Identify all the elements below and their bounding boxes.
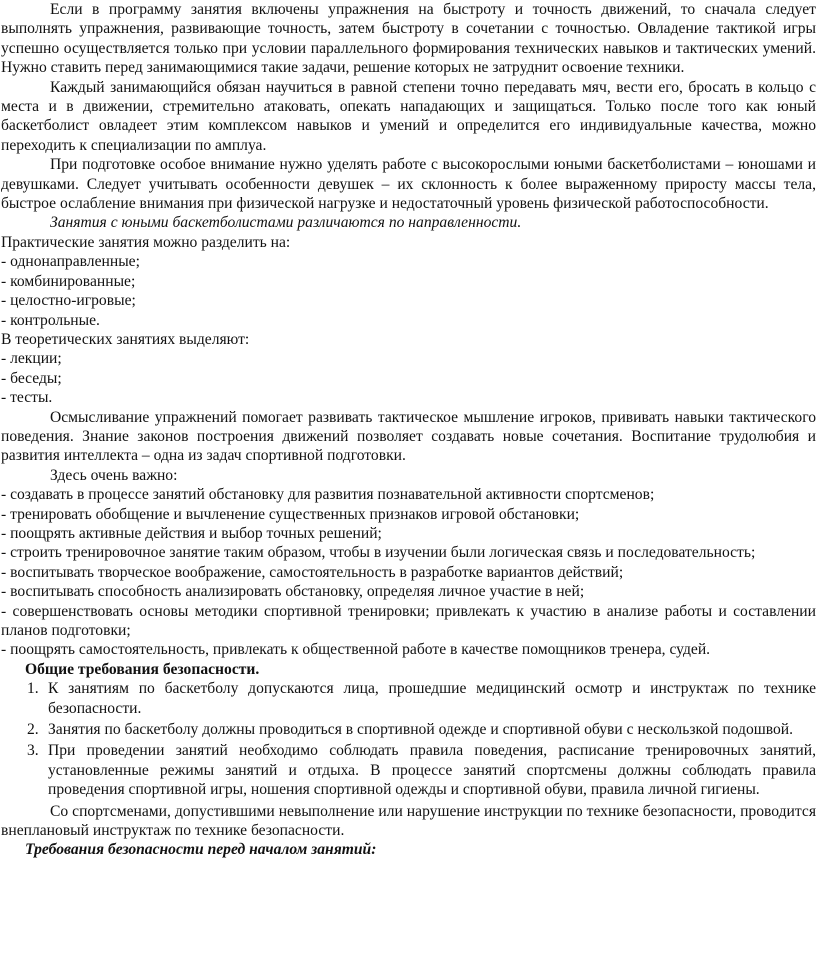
safety-heading: Общие требования безопасности. (25, 660, 260, 678)
safety-subheading: Требования безопасности перед началом занятий: (25, 841, 377, 859)
list-item: - целостно-игровые; (1, 292, 136, 310)
list-item: - создавать в процессе занятий обстановку для развития познавательной активности спортсменов; (1, 486, 655, 504)
list-item: - строить тренировочное занятие таким образом, чтобы в изучении были логическая связь и последовательность; (1, 544, 756, 562)
important-list (1, 485, 816, 660)
list-item: - воспитывать способность анализировать обстановку, определяя личное участие в ней; (1, 583, 585, 601)
paragraph-skills: Каждый занимающийся обязан научиться в равной степени точно передавать мяч, вести его, бросать в кольцо с места и в движении, стремительно атаковать, опекать нападающих и защищаться. Только после того как юный баскетболист овладеет этим комплексом навыков и умений и определится его индивидуальные качества, можно переходить к специализации по амплуа. (1, 78, 816, 154)
paragraph-unscheduled-briefing: Со спортсменами, допустившими невыполнение или нарушение инструкции по технике безопасности, проводится внеплановый инструктаж по технике безопасности. (1, 802, 816, 840)
list-item: - беседы; (1, 369, 62, 387)
safety-item (1, 741, 816, 799)
safety-item-number: 1. (27, 680, 39, 698)
safety-item-number: 3. (27, 742, 39, 760)
list-item: - поощрять активные действия и выбор точных решений; (1, 524, 382, 542)
safety-list (1, 679, 816, 799)
list-item: - комбинированные; (1, 272, 136, 290)
paragraph-lesson-types: Занятия с юными баскетболистами различаются по направленности. (50, 214, 522, 232)
safety-item-text: К занятиям по баскетболу допускаются лица, прошедшие медицинский осмотр и инструктаж по технике безопасности. (48, 680, 816, 717)
paragraph-speed-accuracy: Если в программу занятия включены упражнения на быстроту и точность движений, то сначала следует выполнять упражнения, развивающие точность, затем быстроту в сочетании с точностью. Овладение тактикой игры успешно осуществляется только при условии параллельного формирования технических навыков и тактических умений. Нужно ставить перед занимающимися такие задачи, решение которых не затруднит освоение техники. (1, 1, 816, 77)
practical-list (1, 252, 816, 330)
safety-item (1, 720, 816, 739)
list-item: - однонаправленные; (1, 253, 140, 271)
safety-item (1, 679, 816, 718)
list-item: - контрольные. (1, 311, 100, 329)
paragraph-tall-players: При подготовке особое внимание нужно уделять работе с высокорослыми юными баскетболистами – юношами и девушками. Следует учитывать особенности девушек – их склонность к более выраженному приросту массы тела, быстрое ослабление внимания при физической нагрузке и недостаточный уровень физической работоспособности. (1, 156, 816, 213)
safety-item-text: При проведении занятий необходимо соблюдать правила поведения, расписание тренировочных занятий, установленные режимы занятий и отдыха. В процессе занятий спортсмены должны соблюдать правила проведения спортивной игры, ношения спортивной одежды и спортивной обуви, правила личной гигиены. (48, 742, 816, 799)
theory-intro: В теоретических занятиях выделяют: (1, 330, 250, 348)
important-intro: Здесь очень важно: (50, 466, 178, 484)
practical-intro: Практические занятия можно разделить на: (1, 233, 291, 251)
list-item: - лекции; (1, 350, 62, 368)
paragraph-understanding: Осмысливание упражнений помогает развивать тактическое мышление игроков, прививать навыки тактического поведения. Знание законов построения движений позволяет создавать новые сочетания. Воспитание трудолюбия и развития интеллекта – одна из задач спортивной подготовки. (1, 408, 816, 465)
list-item: - воспитывать творческое воображение, самостоятельность в разработке вариантов действий; (1, 563, 624, 581)
list-item: - совершенствовать основы методики спортивной тренировки; привлекать к участию в анализе работы и составлении планов подготовки; (1, 602, 816, 639)
safety-item-number: 2. (27, 721, 39, 739)
list-item: - тесты. (1, 389, 53, 407)
theory-list (1, 349, 816, 407)
safety-item-text: Занятия по баскетболу должны проводиться в спортивной одежде и спортивной обуви с нескользкой подошвой. (48, 721, 794, 739)
list-item: - тренировать обобщение и вычленение существенных признаков игровой обстановки; (1, 505, 580, 523)
list-item: - поощрять самостоятельность, привлекать к общественной работе в качестве помощников тренера, судей. (1, 641, 711, 659)
